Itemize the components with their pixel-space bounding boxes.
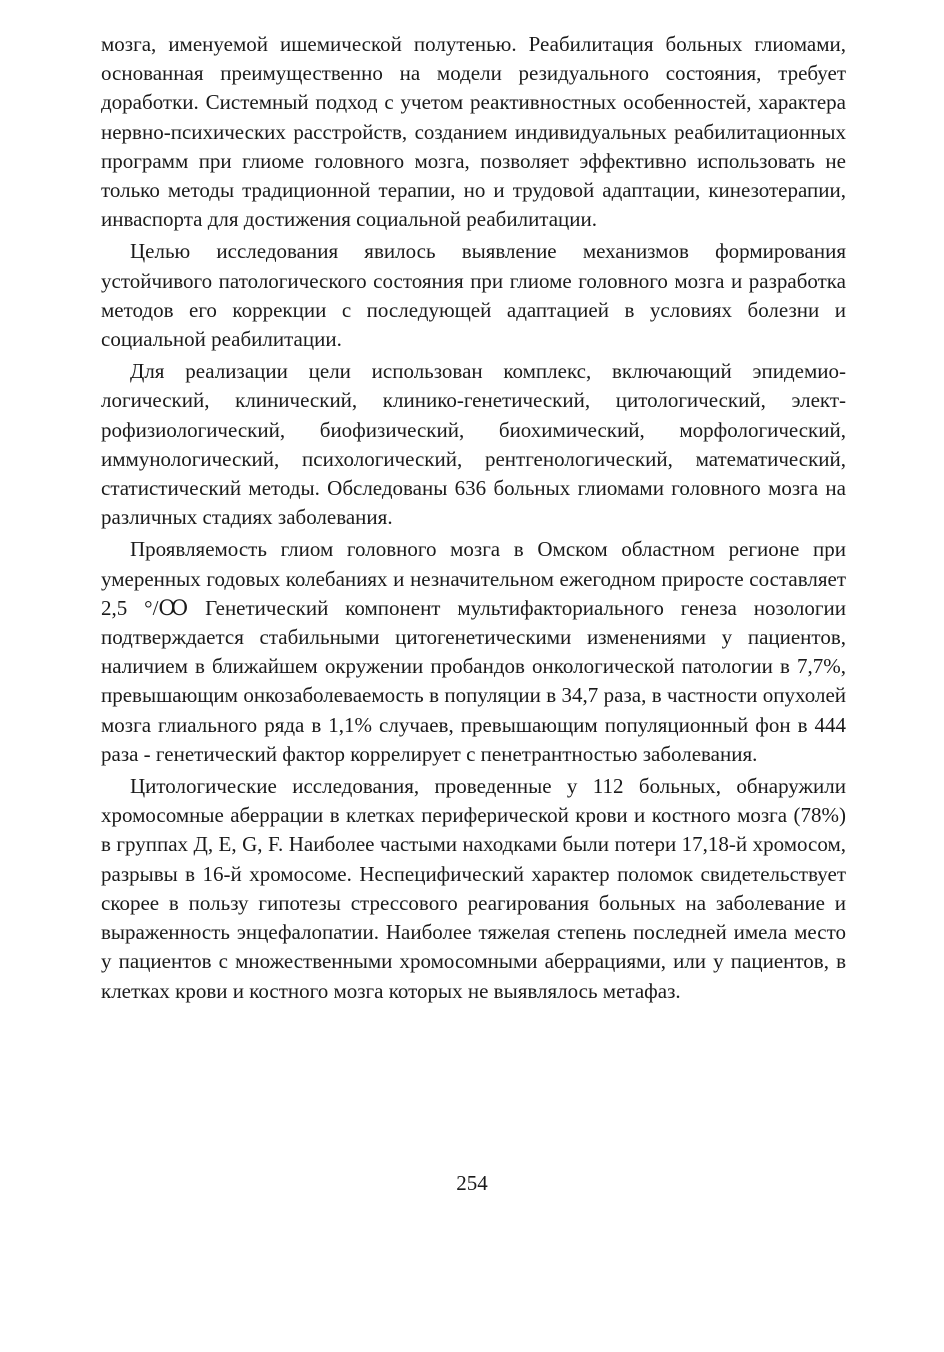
page-body [101, 30, 846, 1006]
paragraph-1: мозга, именуемой ишемической полутенью. Реабилитация больных глиомами, основанная преимущественно на модели резидуального состояния, требует доработки. Системный подход с учетом реактивностных особенностей, характера нервно-психических расстройств, созданием индивидуальных реабилитационных программ при глиоме головного мозга, позволяет эффективно использовать не только методы традиционной терапии, но и трудовой адаптации, кинезотерапии, инваспорта для достижения социальной реабилитации. [101, 32, 846, 232]
paragraph-3: Для реализации цели использован комплекс, включающий эпидемиологический, клинический, клинико-генетический, цитологический, электрофизиологический, биофизический, биохимический, морфологический, иммунологический, психологический, рентгенологический, математический, статистический методы. Обследованы 636 больных глиомами головного мозга на различных стадиях заболевания. [101, 359, 846, 530]
paragraph-5: Цитологические исследования, проведенные у 112 больных, обнаружили хромосомные аберрации в клетках периферической крови и костного мозга (78%) в группах Д, Е, G, F. Наиболее частыми находками были потери 17,18-й хромосом, разрывы в 16-й хромосоме. Неспецифический характер поломок свидетельствует скорее в пользу гипотезы стрессового реагирования больных на заболевание и выраженность энцефалопатии. Наиболее тяжелая степень последней имела место у пациентов с множественными хромосомными аберрациями, или у пациентов, в клетках крови и костного мозга которых не выявлялось метафаз. [101, 774, 846, 1003]
page-number: 254 [456, 1171, 488, 1195]
paragraph-2: Целью исследования явилось выявление механизмов формирования устойчивого патологического состояния при глиоме головного мозга и разработка методов его коррекции с последующей адаптацией в условиях болезни и социальной реабилитации. [101, 239, 846, 352]
paragraph-4: Проявляемость глиом головного мозга в Омском областном регионе при умеренных годовых колебаниях и незначительном ежегодном приросте составляет 2,5 °/Ꝏ Генетический компонент мультифакториального генеза нозологии подтверждается стабильными цитогенетическими изменениями у пациентов, наличием в ближайшем окружении пробандов онкологической патологии в 7,7%, превышающим онкозаболеваемость в популяции в 34,7 раза, в частности опухолей мозга глиального ряда в 1,1% случаев, превышающим популяционный фон в 444 раза - генетический фактор коррелирует с пенетрантностью заболевания. [101, 537, 846, 766]
